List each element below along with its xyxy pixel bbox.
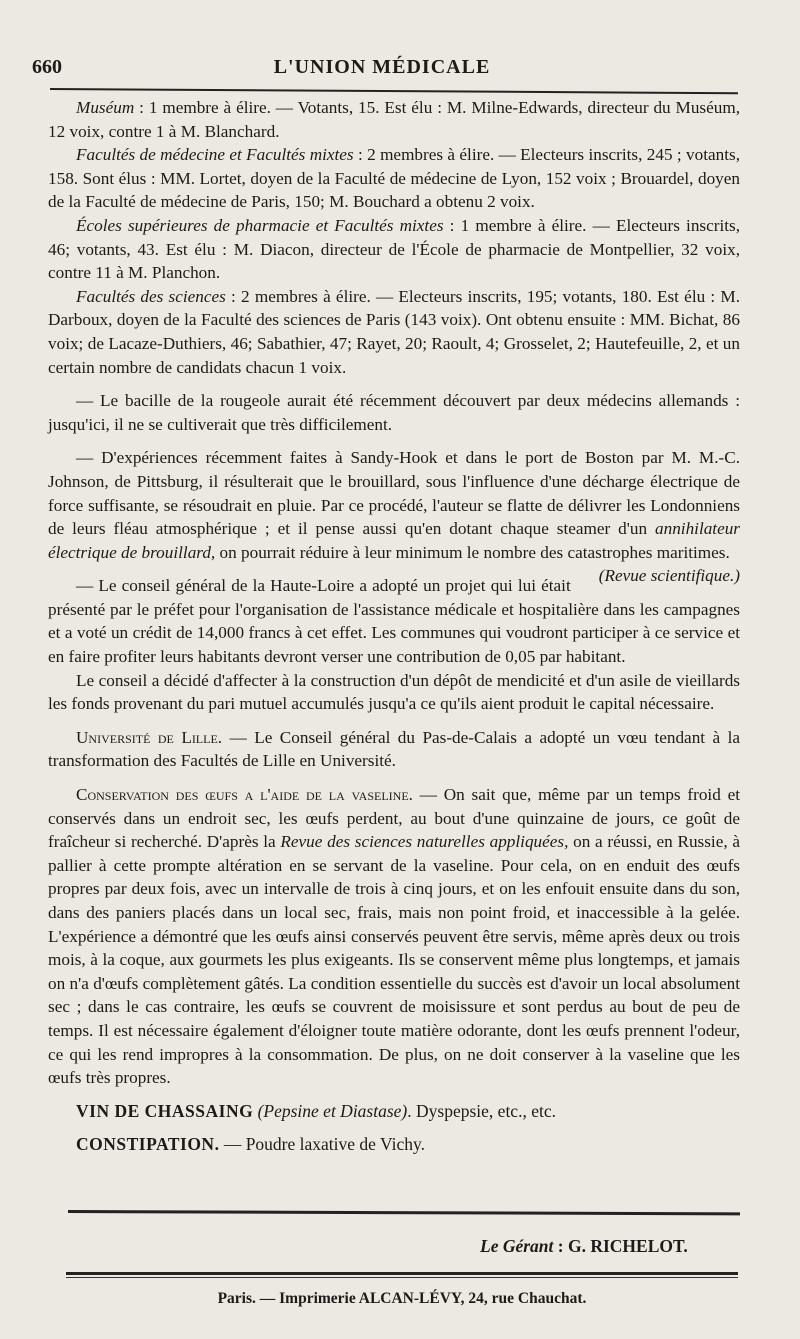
election-pharmacie: Écoles supérieures de pharmacie et Facultés mixtes : 1 membre à élire. — Electeurs inscrits, 46; votants, 43. Est élu : M. Diacon, directeur de l'École de pharmacie de Montpellier, 32 voix, contre 11 à M. Planchon.: [48, 215, 740, 283]
advertisement-constipation: CONSTIPATION. — Poudre laxative de Vichy.: [76, 1134, 425, 1155]
news-oeufs: Conservation des œufs a l'aide de la vaseline. — On sait que, même par un temps froid et conservés dans un endroit sec, les œufs perdent, au bout d'une quinzaine de jours, ce goût de fraîcheur si recherché. D'après la Revue des sciences naturelles appliquées, on a réussi, en Russie, à pallier à cette prompte altération en se servant de la vaseline. Pour cela, on en enduit des œufs propres par deux fois, avec un intervalle de trois à cinq jours, et on les enfouit ensuite dans du son, dans des paniers placés dans un local sec, frais, mais non point froid, et inaccessible à la gelée. L'expérience a démontré que les œufs ainsi conservés peuvent être servis, même après deux ou trois mois, à la coque, aux gourmets les plus exigeants. Ils se conservent même plus longtemps, et jamais on n'a d'œufs complètement gâtés. La condition essentielle du succès est d'avoir un local absolument sec ; dans le cas contraire, les œufs se couvrent de moisissure et sont perdus au bout de peu de temps. Il est nécessaire également d'éloigner toute matière odorante, dont les œufs prennent l'odeur, ce qui les rend impropres à la consommation. De plus, on ne doit conserver à la vaseline que les œufs très propres.: [48, 785, 741, 1088]
printer-imprint: Paris. — Imprimerie ALCAN-LÉVY, 24, rue Chauchat.: [217, 1290, 587, 1307]
advertisement-chassaing: VIN DE CHASSAING (Pepsine et Diastase). Dyspepsie, etc., etc.: [76, 1100, 556, 1121]
article-body: [48, 96, 740, 1167]
news-haute-loire-asile: Le conseil a décidé d'affecter à la construction d'un dépôt de mendicité et d'un asile de vieillards les fonds provenant du pari mutuel accumulés jusqu'a ce qu'ils aient produit le capital nécessaire.: [48, 670, 740, 714]
section-heading: Université de Lille.: [76, 727, 223, 747]
running-header: [32, 54, 732, 84]
ad-name: CONSTIPATION.: [76, 1134, 220, 1155]
section-heading: Conservation des œufs a l'aide de la vaseline.: [76, 785, 413, 805]
ad-name: VIN DE CHASSAING: [76, 1100, 254, 1121]
news-brouillard: — D'expériences récemment faites à Sandy-Hook et dans le port de Boston par M. M.-C. Johnson, de Pittsburg, il résulterait que le brouillard, sous l'influence d'une décharge électrique de force suffisante, se résoudrait en pluie. Par ce procédé, l'auteur se flatte de délivrer les Londonniens de leurs fléau atmosphérique ; et il pense aussi qu'en dotant chaque steamer d'un annihilateur électrique de brouillard, on pourrait réduire à leur minimum le nombre des catastrophes maritimes. (Revue scientifique.): [48, 446, 740, 564]
election-sciences: Facultés des sciences : 2 membres à élire. — Electeurs inscrits, 195; votants, 180. Est élu : M. Darboux, doyen de la Faculté des sciences de Paris (143 voix). Ont obtenu ensuite : MM. Bichat, 86 voix; de Lacaze-Duthiers, 46; Sabathier, 47; Rayet, 20; Raoult, 4; Grosselet, 2; Hautefeuille, 2, et un certain nombre de candidats chacun 1 voix.: [48, 286, 740, 377]
journal-title: L'UNION MÉDICALE: [273, 56, 491, 78]
section-lead: Facultés des sciences: [76, 286, 226, 306]
section-lead: Écoles supérieures de pharmacie et Facultés mixtes: [76, 215, 444, 235]
election-medecine: Facultés de médecine et Facultés mixtes : 2 membres à élire. — Electeurs inscrits, 245 ; votants, 158. Sont élus : MM. Lortet, doyen de la Faculté de médecine de Lyon, 152 voix ; Brouardel, doyen de la Faculté de médecine de Paris, 150; M. Bouchard a obtenu 2 voix.: [48, 145, 740, 212]
news-haute-loire: — Le conseil général de la Haute-Loire a adopté un projet qui lui était présenté par le préfet pour l'organisation de l'assistance médicale et hospitalière dans les campagnes et a voté un crédit de 14,000 francs à cet effet. Les communes qui voudront participer à ce service et en faire profiter leurs habitants devront verser une contribution de 0,05 par habitant.: [48, 576, 740, 667]
section-lead: Muséum: [76, 98, 135, 117]
section-lead: Facultés de médecine et Facultés mixtes: [76, 145, 354, 165]
footer-rule: [68, 1210, 740, 1215]
source-citation: (Revue scientifique.): [598, 566, 740, 586]
header-rule: [50, 88, 738, 94]
gerant-signature: Le Gérant : G. RICHELOT.: [480, 1236, 688, 1256]
election-museum: Muséum : 1 membre à élire. — Votants, 15. Est élu : M. Milne-Edwards, directeur du Muséum, 12 voix, contre 1 à M. Blanchard.: [48, 98, 740, 141]
page-number: 660: [32, 56, 62, 78]
news-rougeole: — Le bacille de la rougeole aurait été récemment découvert par deux médecins allemands : jusqu'ici, il ne se cultiverait que très difficilement.: [48, 391, 740, 434]
imprint-rule-thin: [66, 1277, 738, 1278]
imprint-rule: [66, 1272, 738, 1275]
news-lille: Université de Lille. — Le Conseil général du Pas-de-Calais a adopté un vœu tendant à la transformation des Facultés de Lille en Université.: [48, 727, 741, 771]
